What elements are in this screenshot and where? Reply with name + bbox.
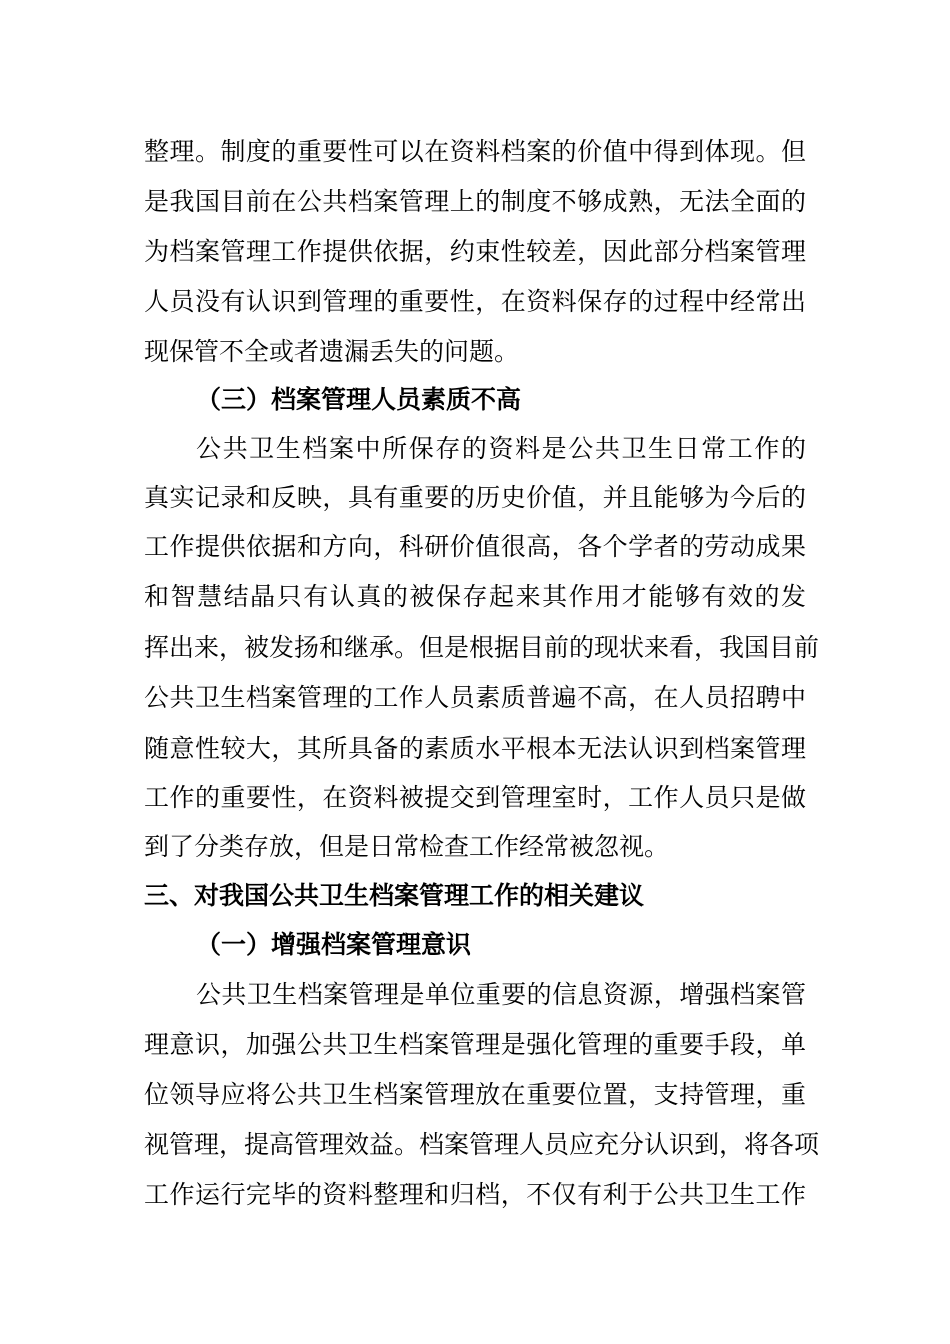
paragraph-line: 真实记录和反映，具有重要的历史价值，并且能够为今后的: [144, 483, 806, 512]
paragraph-line: 人员没有认识到管理的重要性，在资料保存的过程中经常出: [144, 287, 806, 316]
paragraph-line: 现保管不全或者遗漏丢失的问题。: [144, 337, 520, 366]
paragraph-line: 理意识，加强公共卫生档案管理是强化管理的重要手段，单: [144, 1030, 806, 1059]
paragraph-line: 为档案管理工作提供依据，约束性较差，因此部分档案管理: [144, 237, 806, 266]
paragraph-line: 挥出来，被发扬和继承。但是根据目前的现状来看，我国目前: [144, 633, 820, 662]
paragraph-line: 整理。制度的重要性可以在资料档案的价值中得到体现。但: [144, 137, 806, 166]
paragraph-line: 位领导应将公共卫生档案管理放在重要位置，支持管理，重: [144, 1080, 806, 1109]
section-heading: 三、对我国公共卫生档案管理工作的相关建议: [144, 881, 645, 910]
paragraph-line: 工作提供依据和方向，科研价值很高，各个学者的劳动成果: [144, 532, 806, 561]
paragraph-line: 到了分类存放，但是日常检查工作经常被忽视。: [144, 832, 670, 861]
paragraph-line: 公共卫生档案管理的工作人员素质普遍不高，在人员招聘中: [144, 683, 806, 712]
paragraph-line: 公共卫生档案管理是单位重要的信息资源，增强档案管: [196, 980, 806, 1009]
subsection-heading: （一）增强档案管理意识: [196, 930, 472, 959]
paragraph-line: 工作的重要性，在资料被提交到管理室时，工作人员只是做: [144, 783, 806, 812]
paragraph-line: 随意性较大，其所具备的素质水平根本无法认识到档案管理: [144, 734, 806, 763]
paragraph-line: 工作运行完毕的资料整理和归档，不仅有利于公共卫生工作: [144, 1180, 806, 1209]
paragraph-line: 是我国目前在公共档案管理上的制度不够成熟，无法全面的: [144, 187, 806, 216]
paragraph-line: 和智慧结晶只有认真的被保存起来其作用才能够有效的发: [144, 582, 806, 611]
paragraph-line: 公共卫生档案中所保存的资料是公共卫生日常工作的: [196, 434, 806, 463]
subsection-heading: （三）档案管理人员素质不高: [196, 385, 522, 414]
paragraph-line: 视管理，提高管理效益。档案管理人员应充分认识到，将各项: [144, 1130, 820, 1159]
